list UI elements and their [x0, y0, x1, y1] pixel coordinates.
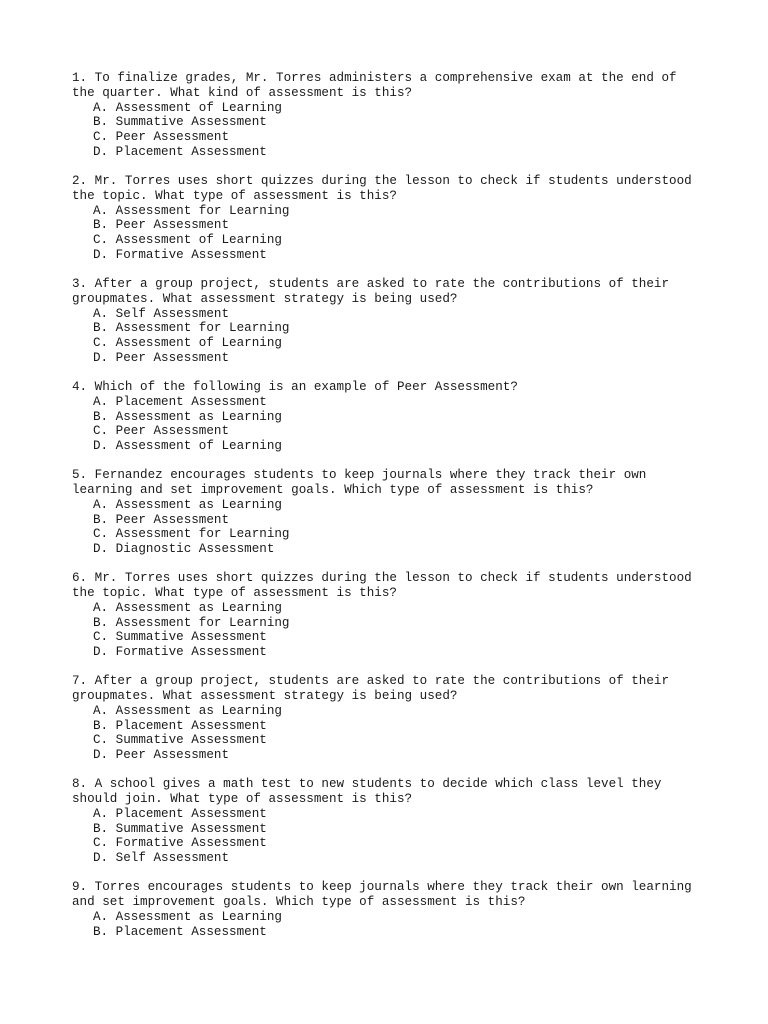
question-8 [72, 777, 702, 866]
option-b: B. Summative Assessment [93, 821, 267, 836]
option-d: D. Placement Assessment [93, 144, 267, 159]
answer-options [72, 101, 702, 160]
question-stem: 6. Mr. Torres uses short quizzes during the lesson to check if students understood the topic. What type of assessment is this? [72, 571, 692, 600]
option-c: C. Peer Assessment [93, 424, 230, 439]
option-a: A. Self Assessment [93, 306, 230, 321]
option-a: A. Assessment of Learning [93, 100, 282, 115]
option-c: C. Assessment for Learning [93, 527, 290, 542]
question-7 [72, 674, 702, 763]
quiz-document [72, 71, 702, 954]
option-a: A. Assessment as Learning [93, 600, 282, 615]
answer-options [72, 204, 702, 263]
answer-options [72, 498, 702, 557]
option-b: B. Assessment for Learning [93, 615, 290, 630]
option-a: A. Assessment as Learning [93, 703, 282, 718]
answer-options [72, 807, 702, 866]
option-d: D. Peer Assessment [93, 748, 230, 762]
option-b: B. Assessment for Learning [93, 321, 290, 336]
question-stem: 9. Torres encourages students to keep journals where they track their own learning and set improvement goals. Which type of assessment is this? [72, 880, 692, 909]
option-a: A. Assessment for Learning [93, 203, 290, 218]
option-d: D. Formative Assessment [93, 247, 267, 262]
option-a: A. Assessment as Learning [93, 909, 282, 924]
answer-options [72, 307, 702, 366]
option-c: C. Summative Assessment [93, 630, 267, 645]
option-b: B. Assessment as Learning [93, 409, 282, 424]
answer-options [72, 601, 702, 660]
option-d: D. Peer Assessment [93, 350, 230, 365]
option-b: B. Summative Assessment [93, 115, 267, 130]
question-stem: 5. Fernandez encourages students to keep journals where they track their own learning and set improvement goals. Which type of assessment is this? [72, 468, 647, 497]
option-d: D. Self Assessment [93, 851, 230, 865]
question-stem: 4. Which of the following is an example of Peer Assessment? [72, 380, 518, 394]
option-b: B. Placement Assessment [93, 718, 267, 733]
option-b: B. Placement Assessment [93, 924, 267, 939]
option-d: D. Assessment of Learning [93, 439, 282, 453]
option-d: D. Diagnostic Assessment [93, 542, 275, 556]
question-stem: 3. After a group project, students are asked to rate the contributions of their groupmates. What assessment strategy is being used? [72, 277, 670, 306]
option-b: B. Peer Assessment [93, 512, 230, 527]
answer-options [72, 395, 702, 454]
option-c: C. Assessment of Learning [93, 336, 282, 350]
option-c: C. Summative Assessment [93, 733, 267, 748]
question-4 [72, 380, 702, 454]
question-stem: 8. A school gives a math test to new students to decide which class level they should join. What type of assessment is this? [72, 777, 662, 806]
option-a: A. Assessment as Learning [93, 497, 282, 512]
question-stem: 2. Mr. Torres uses short quizzes during the lesson to check if students understood the topic. What type of assessment is this? [72, 174, 692, 203]
question-stem: 7. After a group project, students are asked to rate the contributions of their groupmates. What assessment strategy is being used? [72, 674, 670, 703]
option-d: D. Formative Assessment [93, 645, 267, 659]
option-c: C. Assessment of Learning [93, 233, 282, 247]
option-a: A. Placement Assessment [93, 806, 267, 821]
question-2 [72, 174, 702, 263]
question-1 [72, 71, 702, 160]
answer-options [72, 704, 702, 763]
option-c: C. Peer Assessment [93, 130, 230, 144]
option-b: B. Peer Assessment [93, 218, 230, 233]
question-3 [72, 277, 702, 366]
option-a: A. Placement Assessment [93, 394, 267, 409]
option-c: C. Formative Assessment [93, 836, 267, 851]
question-5 [72, 468, 702, 557]
question-6 [72, 571, 702, 660]
question-stem: 1. To finalize grades, Mr. Torres administers a comprehensive exam at the end of the quarter. What kind of assessment is this? [72, 71, 677, 100]
question-9 [72, 880, 702, 939]
answer-options [72, 910, 702, 940]
